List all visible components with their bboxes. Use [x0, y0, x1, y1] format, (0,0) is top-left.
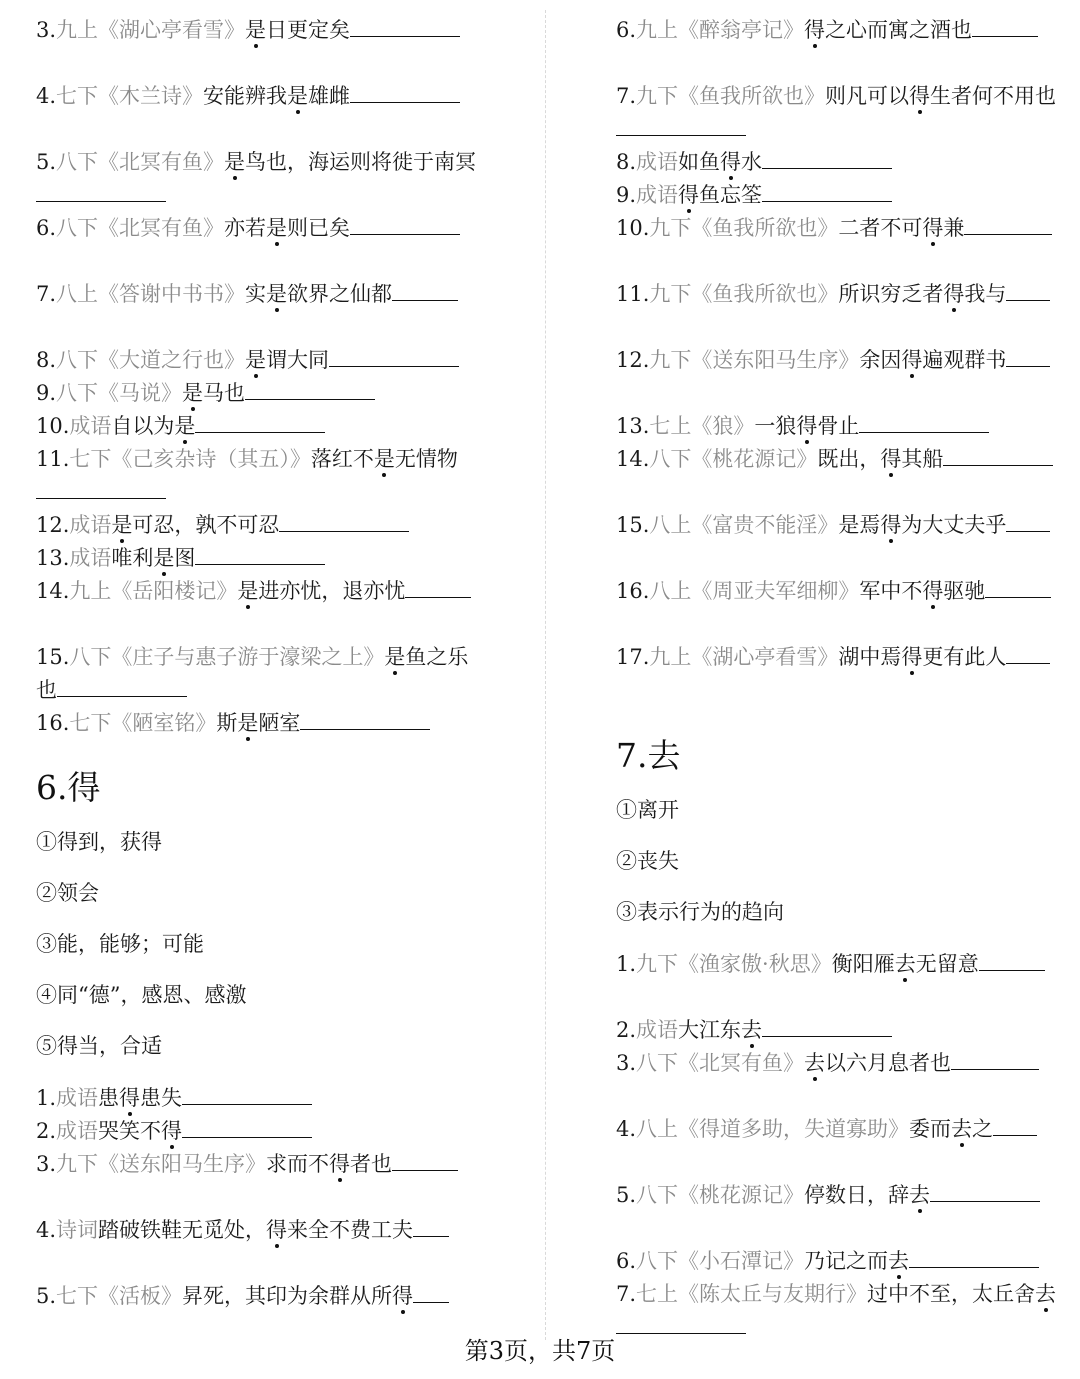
target-character: 去 [888, 1249, 910, 1273]
question-item [36, 410, 486, 443]
question-source: 九下《鱼我所欲也》 [636, 84, 826, 108]
column-divider [545, 10, 546, 1340]
answer-blank[interactable] [993, 1134, 1037, 1136]
question-number: 7. [616, 84, 637, 108]
sentence-text: 无情物 [394, 447, 458, 471]
question-item [36, 80, 486, 113]
question-number: 12. [616, 348, 650, 372]
target-character: 是 [182, 381, 204, 405]
answer-blank[interactable] [350, 233, 460, 235]
question-source: 九上《岳阳楼记》 [69, 579, 238, 603]
sentence-text: 谓大同 [266, 348, 330, 372]
answer-blank[interactable] [943, 464, 1053, 466]
question-item [36, 707, 486, 740]
answer-blank[interactable] [964, 233, 1052, 235]
target-character: 得 [901, 645, 923, 669]
question-item [616, 80, 1066, 146]
sentence-text: 亦若 [224, 216, 267, 240]
question-number: 15. [36, 645, 70, 669]
sentence-text: 如鱼 [678, 150, 721, 174]
question-number: 9. [36, 381, 57, 405]
target-character: 得 [329, 1152, 351, 1176]
question-item [616, 641, 1066, 674]
sentence-text: 一狼 [754, 414, 797, 438]
question-source: 八下《马说》 [56, 381, 183, 405]
sentence-text: 停数日，辞 [804, 1183, 910, 1207]
answer-blank[interactable] [1006, 365, 1050, 367]
question-item [616, 1278, 1066, 1344]
target-character: 得 [392, 1284, 414, 1308]
question-number: 12. [36, 513, 70, 537]
question-item [36, 212, 486, 245]
answer-blank[interactable] [392, 299, 458, 301]
sentence-text: 日更定矣 [266, 18, 351, 42]
question-number: 8. [616, 150, 637, 174]
question-source: 九下《送东阳马生序》 [56, 1152, 267, 1176]
sentence-text: 踏破铁鞋无觅处， [98, 1218, 267, 1242]
question-source: 成语 [69, 513, 112, 537]
sentence-text: 是焉 [838, 513, 881, 537]
sentence-text: 自以为 [111, 414, 175, 438]
question-number: 1. [616, 952, 637, 976]
question-number: 6. [36, 216, 57, 240]
answer-blank[interactable] [350, 35, 460, 37]
question-item [36, 146, 486, 212]
answer-blank[interactable] [279, 530, 409, 532]
answer-blank[interactable] [1006, 662, 1050, 664]
question-source: 九下《鱼我所欲也》 [649, 282, 839, 306]
target-character: 是 [384, 645, 406, 669]
question-source: 八上《周亚夫军细柳》 [649, 579, 860, 603]
word-sense: ⑤得当，合适 [36, 1034, 162, 1058]
question-source: 九下《送东阳马生序》 [649, 348, 860, 372]
sentence-text: 大江东 [678, 1018, 742, 1042]
question-item [616, 212, 1066, 245]
answer-blank[interactable] [36, 200, 166, 202]
word-sense: ①得到，获得 [36, 830, 162, 854]
question-source: 八下《北冥有鱼》 [56, 216, 225, 240]
question-item [36, 443, 486, 509]
question-source: 八下《小石潭记》 [636, 1249, 805, 1273]
target-character: 得 [880, 513, 902, 537]
sentence-text: 我与 [964, 282, 1007, 306]
question-item [616, 948, 1066, 981]
word-sense: ③表示行为的趋向 [616, 900, 784, 924]
question-number: 13. [616, 414, 650, 438]
question-number: 7. [616, 1282, 637, 1306]
target-character: 是 [174, 414, 196, 438]
question-item [616, 1245, 1066, 1278]
question-item [36, 575, 486, 608]
answer-blank[interactable] [951, 1068, 1039, 1070]
answer-blank[interactable] [972, 35, 1038, 37]
target-character: 得 [266, 1218, 288, 1242]
target-character: 去 [741, 1018, 763, 1042]
target-character: 是 [245, 348, 267, 372]
question-number: 3. [616, 1051, 637, 1075]
question-source: 八下《大道之行也》 [56, 348, 246, 372]
question-number: 11. [616, 282, 650, 306]
question-number: 16. [616, 579, 650, 603]
question-number: 4. [36, 1218, 57, 1242]
target-character: 是 [111, 513, 133, 537]
target-character: 得 [804, 18, 826, 42]
question-number: 3. [36, 18, 57, 42]
question-item [36, 1115, 486, 1148]
answer-blank[interactable] [930, 1200, 1040, 1202]
question-number: 4. [36, 84, 57, 108]
sentence-text: 之 [972, 1117, 994, 1141]
sentence-text: 马也 [203, 381, 246, 405]
question-source: 诗词 [56, 1218, 99, 1242]
sentence-text: 余因 [859, 348, 902, 372]
question-item [36, 344, 486, 377]
question-item [36, 542, 486, 575]
sentence-text: 乃记之而 [804, 1249, 889, 1273]
target-character: 是 [153, 546, 175, 570]
question-item [616, 1179, 1066, 1212]
sentence-text: 二者不可 [838, 216, 923, 240]
question-item [36, 377, 486, 410]
answer-blank[interactable] [57, 695, 187, 697]
question-item [616, 443, 1066, 476]
question-source: 八下《北冥有鱼》 [56, 150, 225, 174]
answer-blank[interactable] [392, 1169, 458, 1171]
question-item [36, 14, 486, 47]
sentence-text: 昇死，其印为余群从所 [182, 1284, 393, 1308]
target-character: 得 [161, 1119, 183, 1143]
question-number: 4. [616, 1117, 637, 1141]
sentence-text: 来全不费工夫 [287, 1218, 414, 1242]
sentence-text: 委而 [909, 1117, 952, 1141]
target-character: 是 [373, 447, 395, 471]
sentence-text: 驱驰 [943, 579, 986, 603]
question-number: 14. [616, 447, 650, 471]
question-item [616, 1047, 1066, 1080]
question-number: 5. [616, 1183, 637, 1207]
sentence-text: 所识穷乏者 [838, 282, 944, 306]
sentence-text: 鱼之乐也 [36, 645, 469, 702]
question-item [616, 278, 1066, 311]
question-item [36, 1280, 486, 1313]
question-item [36, 509, 486, 542]
target-character: 是 [237, 579, 259, 603]
sentence-text: 唯利 [111, 546, 154, 570]
question-item [616, 146, 1066, 179]
question-source: 成语 [69, 414, 112, 438]
answer-blank[interactable] [909, 1266, 1039, 1268]
sentence-text: 雄雌 [308, 84, 351, 108]
answer-blank[interactable] [1006, 530, 1050, 532]
target-character: 去 [909, 1183, 931, 1207]
target-character: 去 [951, 1117, 973, 1141]
target-character: 是 [245, 18, 267, 42]
target-character: 得 [880, 447, 902, 471]
sentence-text: 兼 [943, 216, 965, 240]
question-source: 九下《鱼我所欲也》 [649, 216, 839, 240]
sentence-text: 实 [245, 282, 267, 306]
target-character: 是 [237, 711, 259, 735]
question-source: 八上《答谢中书书》 [56, 282, 246, 306]
answer-blank[interactable] [350, 101, 460, 103]
sentence-text: 图 [174, 546, 196, 570]
target-character: 是 [224, 150, 246, 174]
question-item [36, 1082, 486, 1115]
sentence-text: 衡阳雁 [831, 952, 895, 976]
answer-blank[interactable] [985, 596, 1051, 598]
sentence-text: 求而不 [266, 1152, 330, 1176]
sentence-text: 水 [741, 150, 763, 174]
question-source: 七下《活板》 [56, 1284, 183, 1308]
sentence-text: 欲界之仙都 [287, 282, 393, 306]
question-source: 成语 [69, 546, 112, 570]
question-item [36, 1214, 486, 1247]
question-source: 九下《渔家傲·秋思》 [636, 952, 832, 976]
question-item [36, 641, 486, 707]
sentence-text: 之心而寓之酒也 [825, 18, 973, 42]
question-number: 6. [616, 18, 637, 42]
question-source: 七上《陈太丘与友期行》 [636, 1282, 868, 1306]
answer-blank[interactable] [979, 969, 1045, 971]
question-source: 九上《湖心亭看雪》 [56, 18, 246, 42]
sentence-text: 其船 [901, 447, 944, 471]
sentence-text: 生者何不用也 [930, 84, 1057, 108]
question-item [616, 509, 1066, 542]
answer-blank[interactable] [1006, 299, 1050, 301]
target-character: 是 [266, 216, 288, 240]
sentence-text: 可忍，孰不可忍 [132, 513, 280, 537]
answer-blank[interactable] [300, 728, 430, 730]
word-sense: ③能，能够；可能 [36, 932, 204, 956]
sentence-text: 鱼忘筌 [699, 183, 763, 207]
sentence-text: 为大丈夫乎 [901, 513, 1007, 537]
target-character: 得 [909, 84, 931, 108]
answer-blank[interactable] [762, 200, 892, 202]
question-number: 16. [36, 711, 70, 735]
question-source: 八下《北冥有鱼》 [636, 1051, 805, 1075]
answer-blank[interactable] [616, 134, 746, 136]
question-item [616, 1014, 1066, 1047]
question-source: 七下《木兰诗》 [56, 84, 204, 108]
question-source: 八上《得道多助，失道寡助》 [636, 1117, 910, 1141]
question-number: 5. [36, 150, 57, 174]
answer-blank[interactable] [182, 1103, 312, 1105]
sentence-text: 则已矣 [287, 216, 351, 240]
sentence-text: 则凡可以 [825, 84, 910, 108]
question-source: 七下《己亥杂诗（其五）》 [69, 447, 311, 471]
target-character: 得 [796, 414, 818, 438]
answer-blank[interactable] [616, 1332, 746, 1334]
sentence-text: 斯 [216, 711, 238, 735]
sentence-text: 更有此人 [922, 645, 1007, 669]
answer-blank[interactable] [245, 398, 375, 400]
question-item [616, 575, 1066, 608]
question-number: 7. [36, 282, 57, 306]
answer-blank[interactable] [413, 1235, 449, 1237]
question-source: 七下《陋室铭》 [69, 711, 217, 735]
sentence-text: 患失 [140, 1086, 183, 1110]
question-item [616, 410, 1066, 443]
question-number: 5. [36, 1284, 57, 1308]
sentence-text: 安能辨我 [203, 84, 288, 108]
question-item [616, 344, 1066, 377]
sentence-text: 以六月息者也 [825, 1051, 952, 1075]
question-number: 6. [616, 1249, 637, 1273]
sentence-text: 过中不至，太丘舍 [867, 1282, 1036, 1306]
question-number: 15. [616, 513, 650, 537]
sentence-text: 军中不 [859, 579, 923, 603]
sentence-text: 鸟也，海运则将徙于南冥 [245, 150, 477, 174]
target-character: 去 [1035, 1282, 1057, 1306]
question-source: 八下《庄子与惠子游于濠梁之上》 [69, 645, 385, 669]
question-item [616, 14, 1066, 47]
question-number: 10. [36, 414, 70, 438]
sentence-text: 者也 [350, 1152, 393, 1176]
target-character: 得 [922, 216, 944, 240]
question-number: 3. [36, 1152, 57, 1176]
sentence-text: 湖中焉 [838, 645, 902, 669]
question-number: 17. [616, 645, 650, 669]
question-number: 2. [36, 1119, 57, 1143]
word-sense: ④同“德”，感恩、感激 [36, 983, 247, 1007]
question-source: 成语 [636, 1018, 679, 1042]
sentence-text: 无留意 [915, 952, 979, 976]
question-number: 2. [616, 1018, 637, 1042]
sentence-text: 陋室 [258, 711, 301, 735]
question-number: 10. [616, 216, 650, 240]
question-source: 八上《富贵不能淫》 [649, 513, 839, 537]
question-source: 成语 [56, 1119, 99, 1143]
target-character: 得 [922, 579, 944, 603]
question-source: 七上《狼》 [649, 414, 755, 438]
sentence-text: 患 [98, 1086, 120, 1110]
question-item [616, 1113, 1066, 1146]
answer-blank[interactable] [182, 1136, 312, 1138]
question-source: 九上《湖心亭看雪》 [649, 645, 839, 669]
question-item [36, 278, 486, 311]
word-sense: ②领会 [36, 881, 99, 905]
target-character: 得 [901, 348, 923, 372]
question-number: 14. [36, 579, 70, 603]
question-number: 1. [36, 1086, 57, 1110]
section-heading-de: 6.得 [36, 768, 101, 807]
question-number: 9. [616, 183, 637, 207]
answer-blank[interactable] [762, 167, 892, 169]
question-number: 13. [36, 546, 70, 570]
sentence-text: 既出， [817, 447, 881, 471]
question-number: 11. [36, 447, 70, 471]
target-character: 是 [266, 282, 288, 306]
word-sense: ②丧失 [616, 849, 679, 873]
question-source: 八下《桃花源记》 [649, 447, 818, 471]
target-character: 得 [720, 150, 742, 174]
question-source: 成语 [636, 150, 679, 174]
target-character: 得 [678, 183, 700, 207]
question-source: 成语 [56, 1086, 99, 1110]
word-sense: ①离开 [616, 798, 679, 822]
answer-blank[interactable] [195, 563, 325, 565]
question-item [616, 179, 1066, 212]
question-number: 8. [36, 348, 57, 372]
target-character: 是 [287, 84, 309, 108]
sentence-text: 哭笑不 [98, 1119, 162, 1143]
target-character: 得 [119, 1086, 141, 1110]
target-character: 去 [894, 952, 916, 976]
question-source: 八下《桃花源记》 [636, 1183, 805, 1207]
section-heading-qu: 7.去 [616, 736, 681, 775]
sentence-text: 骨止 [817, 414, 860, 438]
question-item [36, 1148, 486, 1181]
answer-blank[interactable] [405, 596, 471, 598]
answer-blank[interactable] [859, 431, 989, 433]
sentence-text: 进亦忧，退亦忧 [258, 579, 406, 603]
sentence-text: 遍观群书 [922, 348, 1007, 372]
sentence-text: 落红不 [310, 447, 374, 471]
target-character: 得 [943, 282, 965, 306]
answer-blank[interactable] [195, 431, 325, 433]
answer-blank[interactable] [413, 1301, 449, 1303]
answer-blank[interactable] [329, 365, 459, 367]
question-source: 九上《醉翁亭记》 [636, 18, 805, 42]
answer-blank[interactable] [762, 1035, 892, 1037]
answer-blank[interactable] [36, 497, 166, 499]
page-footer: 第3页，共7页 [464, 1337, 616, 1365]
target-character: 去 [804, 1051, 826, 1075]
question-source: 成语 [636, 183, 679, 207]
